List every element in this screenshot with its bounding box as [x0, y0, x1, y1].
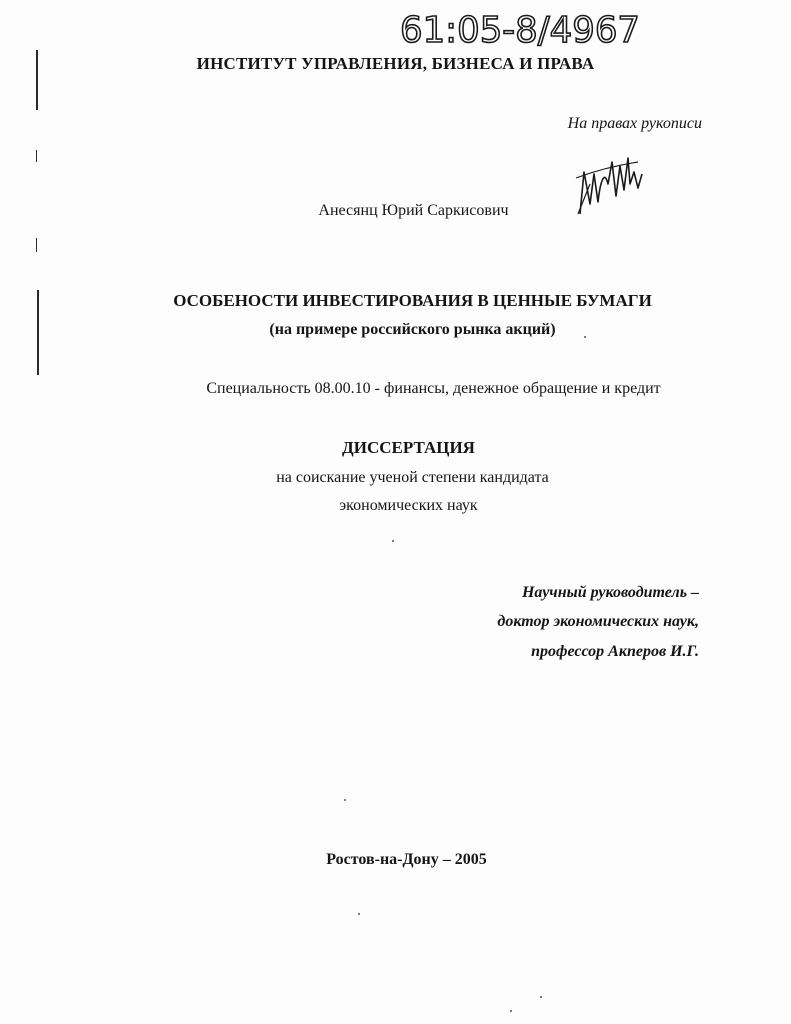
- supervisor-role: Научный руководитель –: [521, 584, 699, 601]
- scan-dot: [358, 913, 360, 915]
- dissertation-subtitle: (на примере российского рынка акций): [269, 321, 556, 338]
- scan-dot: [344, 799, 346, 801]
- dissertation-title: ОСОБЕНОСТИ ИНВЕСТИРОВАНИЯ В ЦЕННЫЕ БУМАГИ: [173, 291, 652, 310]
- author-name: Анесянц Юрий Саркисович: [318, 202, 509, 219]
- scan-artifact-line: [36, 150, 37, 162]
- archive-stamp-text: 61:05-8/4967: [400, 10, 640, 51]
- supervisor-degree: доктор экономических наук,: [497, 613, 699, 630]
- archive-stamp: [398, 2, 646, 52]
- specialty-line: Специальность 08.00.10 - финансы, денежное обращение и кредит: [206, 380, 661, 397]
- city-year: Ростов-на-Дону – 2005: [326, 851, 487, 868]
- scan-artifact-line: [36, 238, 37, 252]
- manuscript-note: На правах рукописи: [567, 115, 702, 132]
- institute-name: ИНСТИТУТ УПРАВЛЕНИЯ, БИЗНЕСА И ПРАВА: [196, 54, 595, 73]
- scan-dot: [584, 336, 586, 338]
- document-type-heading: ДИССЕРТАЦИЯ: [342, 438, 475, 457]
- scan-dot: [392, 540, 394, 542]
- scan-dot: [510, 1010, 512, 1012]
- supervisor-name: профессор Акперов И.Г.: [531, 643, 699, 660]
- scan-dot: [540, 996, 542, 998]
- degree-line-1: на соискание ученой степени кандидата: [276, 469, 549, 486]
- degree-line-2: экономических наук: [339, 497, 478, 514]
